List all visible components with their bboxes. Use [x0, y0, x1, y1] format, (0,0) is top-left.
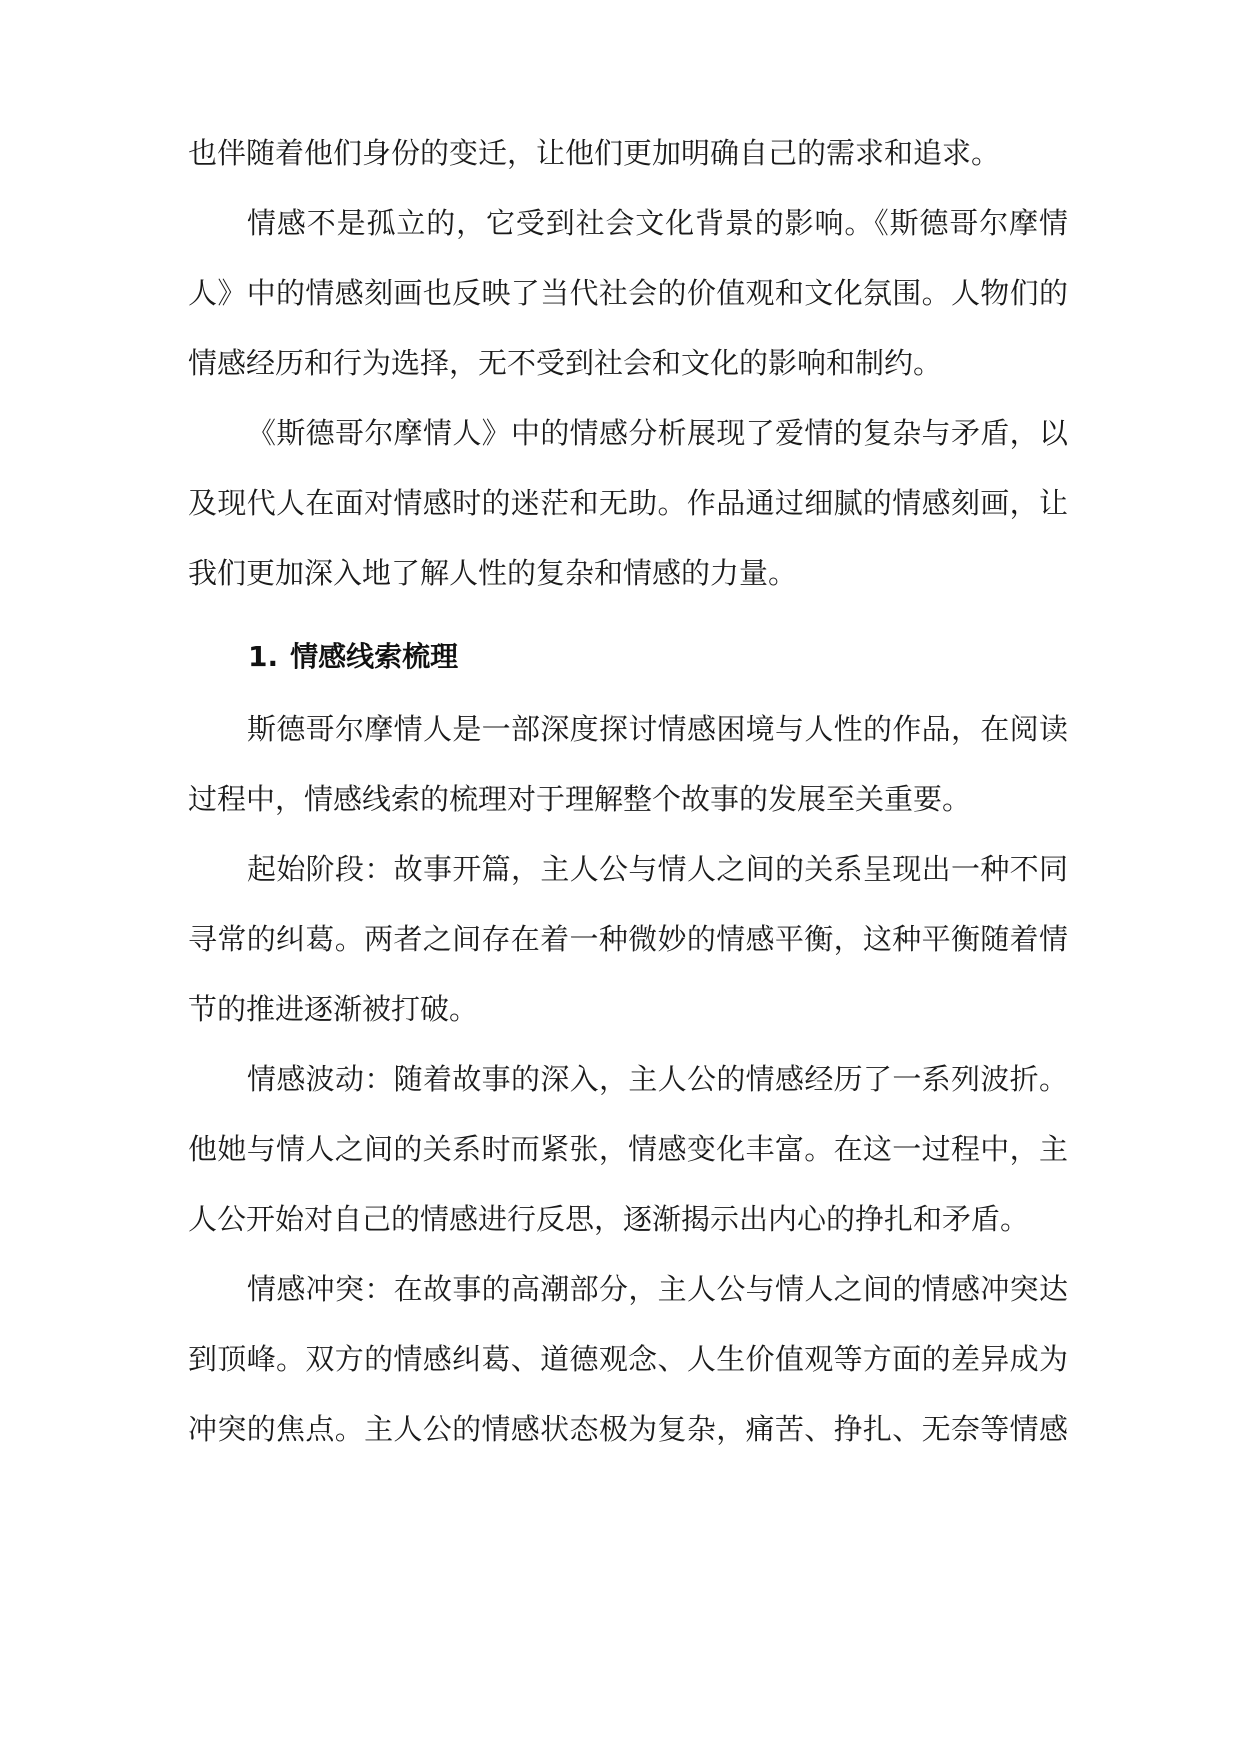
text-line: 也伴随着他们身份的变迁，让他们更加明确自己的需求和追求。 [188, 136, 1001, 170]
text-line: 情感冲突：在故事的高潮部分，主人公与情人之间的情感冲突达 [247, 1272, 1068, 1306]
text-line: 情感经历和行为选择，无不受到社会和文化的影响和制约。 [188, 346, 943, 380]
text-line: 过程中，情感线索的梳理对于理解整个故事的发展至关重要。 [188, 782, 972, 816]
text-line: 《斯德哥尔摩情人》中的情感分析展现了爱情的复杂与矛盾，以 [247, 416, 1068, 450]
text-line: 斯德哥尔摩情人是一部深度探讨情感困境与人性的作品，在阅读 [247, 712, 1068, 746]
text-line: 冲突的焦点。主人公的情感状态极为复杂，痛苦、挣扎、无奈等情感 [188, 1412, 1068, 1446]
text-line: 情感不是孤立的，它受到社会文化背景的影响。《斯德哥尔摩情 [247, 206, 1068, 240]
text-line: 节的推进逐渐被打破。 [188, 992, 479, 1026]
section-heading [248, 637, 458, 677]
text-line: 他她与情人之间的关系时而紧张，情感变化丰富。在这一过程中，主 [188, 1132, 1068, 1166]
text-line: 及现代人在面对情感时的迷茫和无助。作品通过细腻的情感刻画，让 [188, 486, 1068, 520]
text-line: 人公开始对自己的情感进行反思，逐渐揭示出内心的挣扎和矛盾。 [188, 1202, 1030, 1236]
text-line: 到顶峰。双方的情感纠葛、道德观念、人生价值观等方面的差异成为 [188, 1342, 1068, 1376]
text-line: 起始阶段：故事开篇，主人公与情人之间的关系呈现出一种不同 [247, 852, 1068, 886]
section-title: 情感线索梳理 [290, 640, 459, 673]
text-line: 人》中的情感刻画也反映了当代社会的价值观和文化氛围。人物们的 [188, 276, 1068, 310]
section-number: 1. [248, 640, 279, 673]
text-line: 我们更加深入地了解人性的复杂和情感的力量。 [188, 556, 798, 590]
text-line: 情感波动：随着故事的深入，主人公的情感经历了一系列波折。 [247, 1062, 1068, 1096]
text-line: 寻常的纠葛。两者之间存在着一种微妙的情感平衡，这种平衡随着情 [188, 922, 1068, 956]
